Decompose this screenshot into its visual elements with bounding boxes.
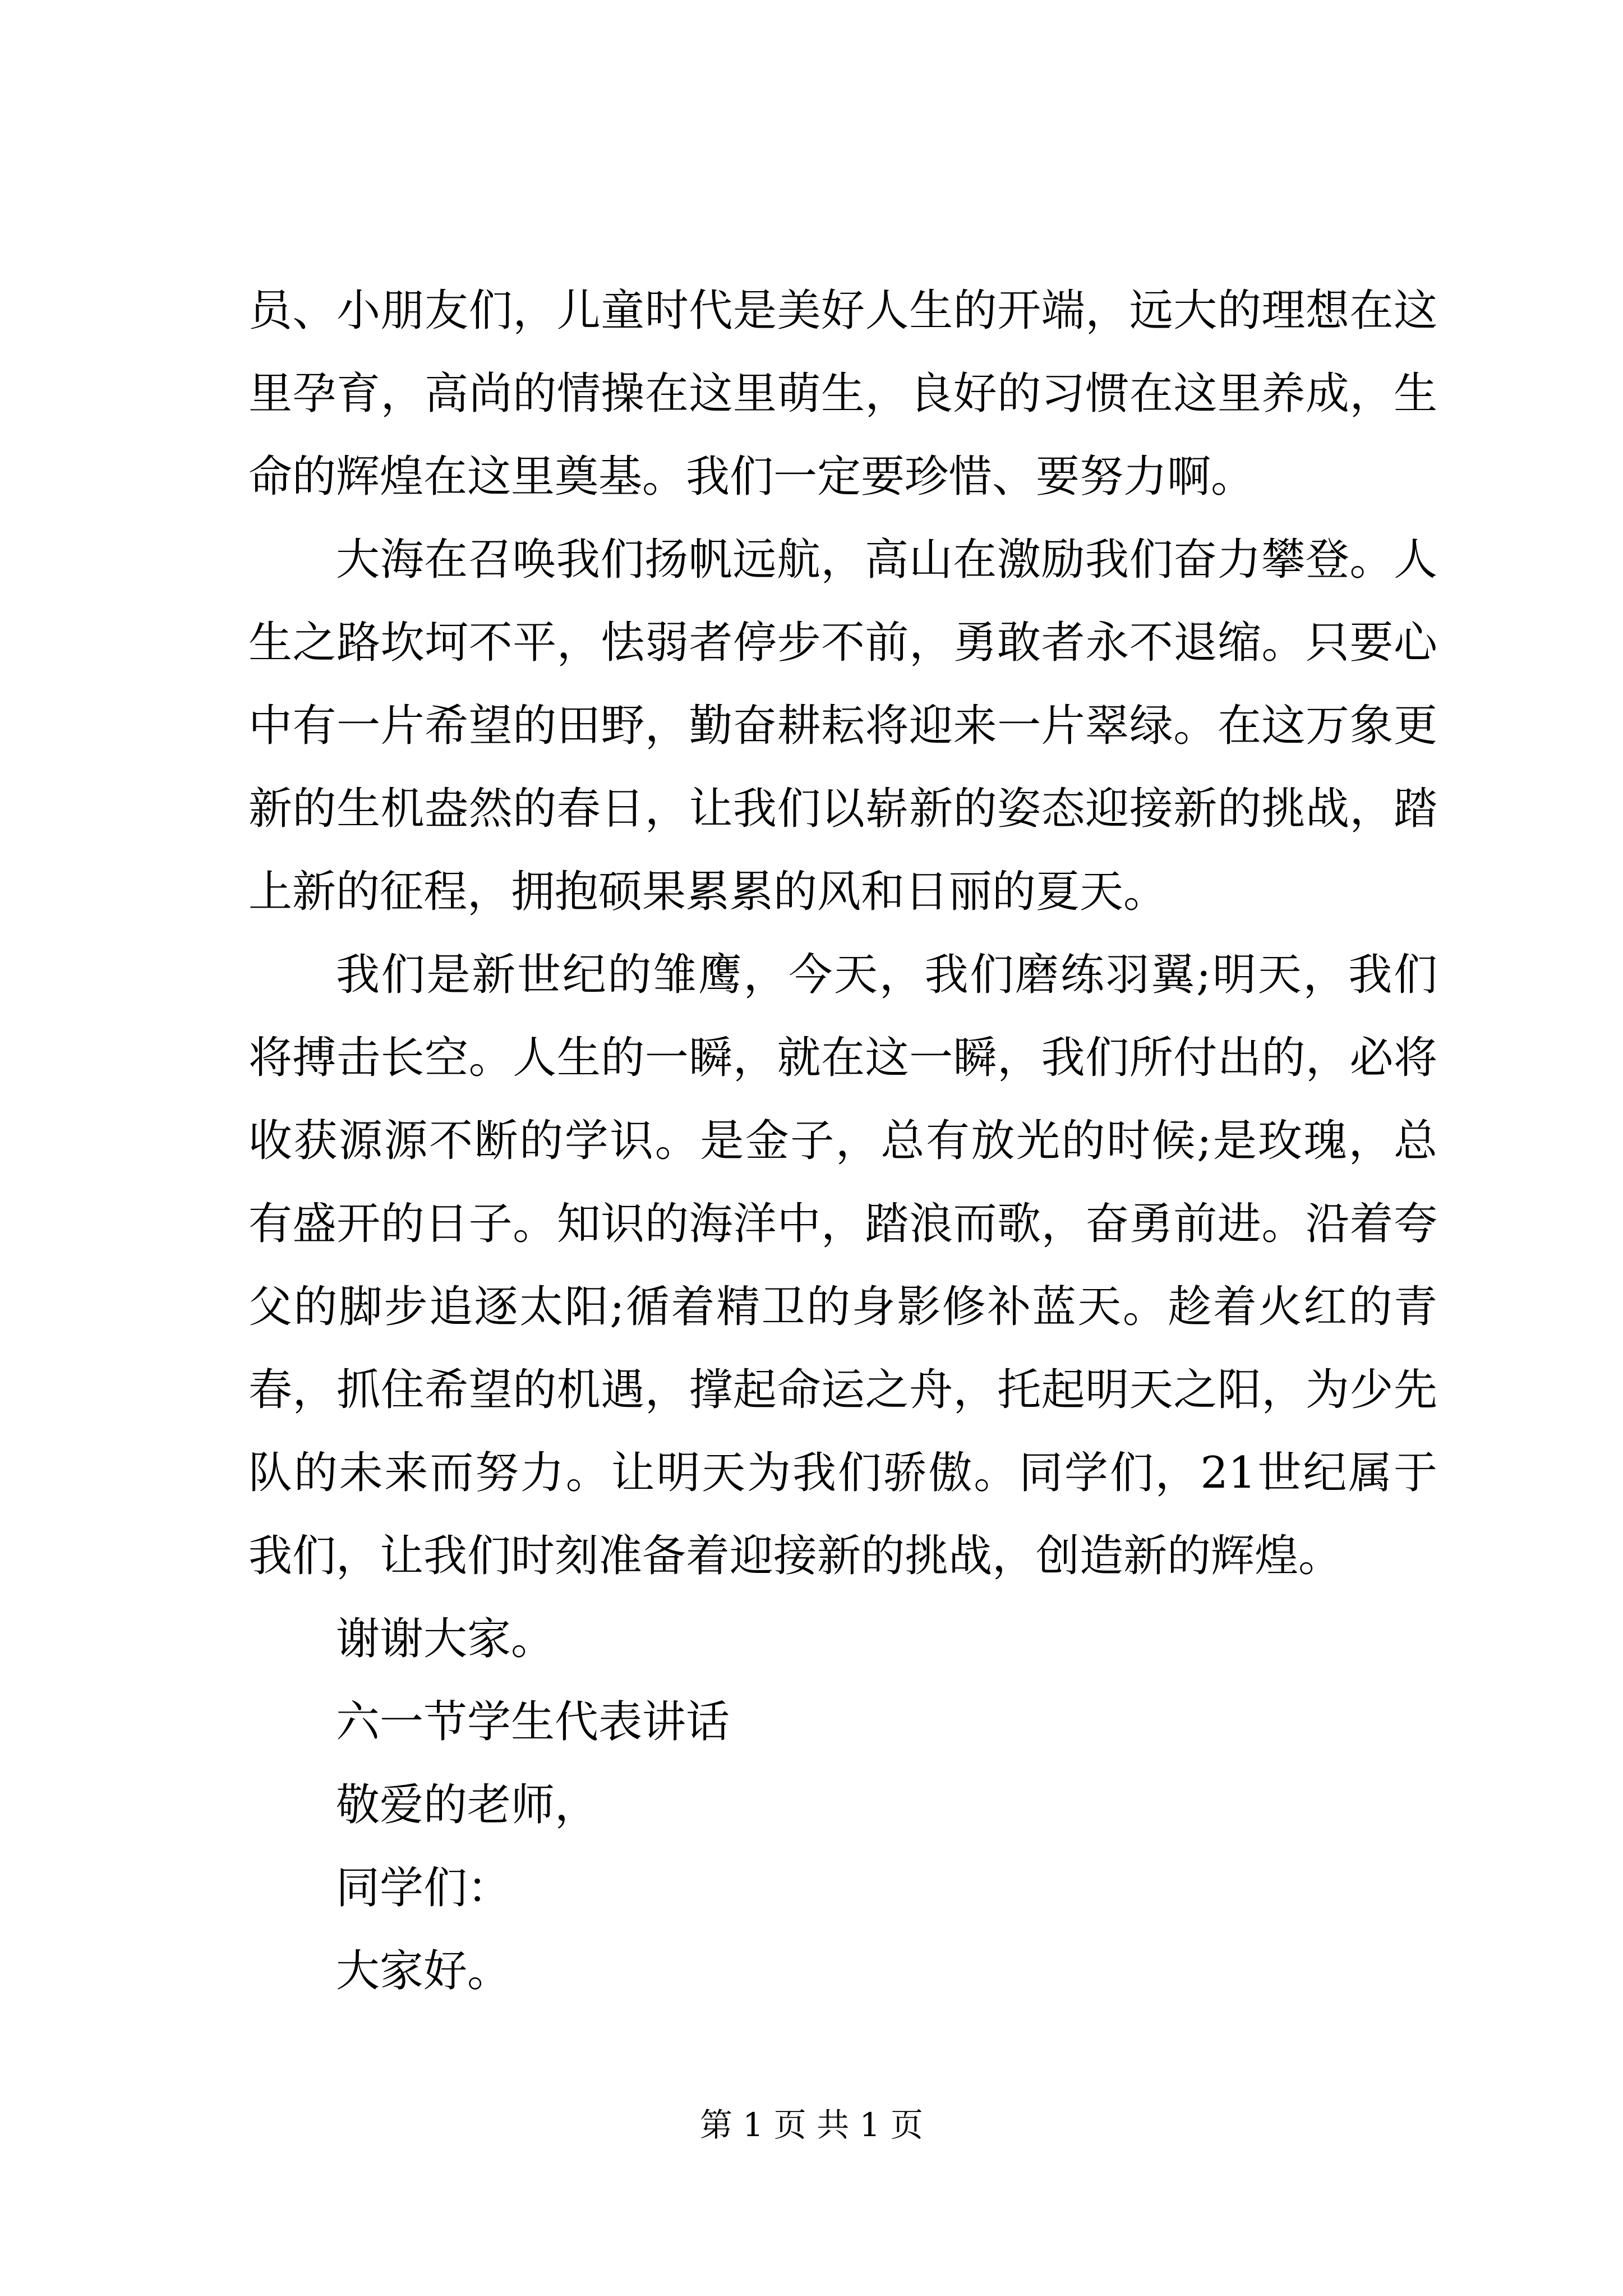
- document-body: [248, 269, 1437, 2013]
- thanks-line: 谢谢大家。: [336, 1614, 555, 1664]
- paragraph-1: 员、小朋友们，儿童时代是美好人生的开端，远大的理想在这里孕育，高尚的情操在这里萌生，良好的习惯在这里养成，生命的辉煌在这里奠基。我们一定要珍惜、要努力啊。: [248, 286, 1437, 502]
- paragraph-3: 我们是新世纪的雏鹰，今天，我们磨练羽翼;明天，我们将搏击长空。人生的一瞬，就在这一瞬，我们所付出的，必将收获源源不断的学识。是金子，总有放光的时候;是玫瑰，总有盛开的日子。知识的海洋中，踏浪而歌，奋勇前进。沿着夸父的脚步追逐太阳;循着精卫的身影修补蓝天。趁着火红的青春，抓住希望的机遇，撑起命运之舟，托起明天之阳，为少先队的未来而努力。让明天为我们骄傲。同学们，21世纪属于我们，让我们时刻准备着迎接新的挑战，创造新的辉煌。: [248, 950, 1437, 1581]
- greeting-line: 大家好。: [336, 1946, 511, 1996]
- page-footer: [0, 2102, 1623, 2147]
- salutation-students: 同学们：: [336, 1863, 511, 1913]
- salutation-teachers: 敬爱的老师，: [336, 1780, 599, 1830]
- page-number: 第 1 页 共 1 页: [700, 2106, 923, 2144]
- paragraph-2: 大海在召唤我们扬帆远航，高山在激励我们奋力攀登。人生之路坎坷不平，怯弱者停步不前，勇敢者永不退缩。只要心中有一片希望的田野，勤奋耕耘将迎来一片翠绿。在这万象更新的生机盎然的春日，让我们以崭新的姿态迎接新的挑战，踏上新的征程，拥抱硕果累累的风和日丽的夏天。: [248, 535, 1437, 917]
- section-title: 六一节学生代表讲话: [336, 1697, 730, 1747]
